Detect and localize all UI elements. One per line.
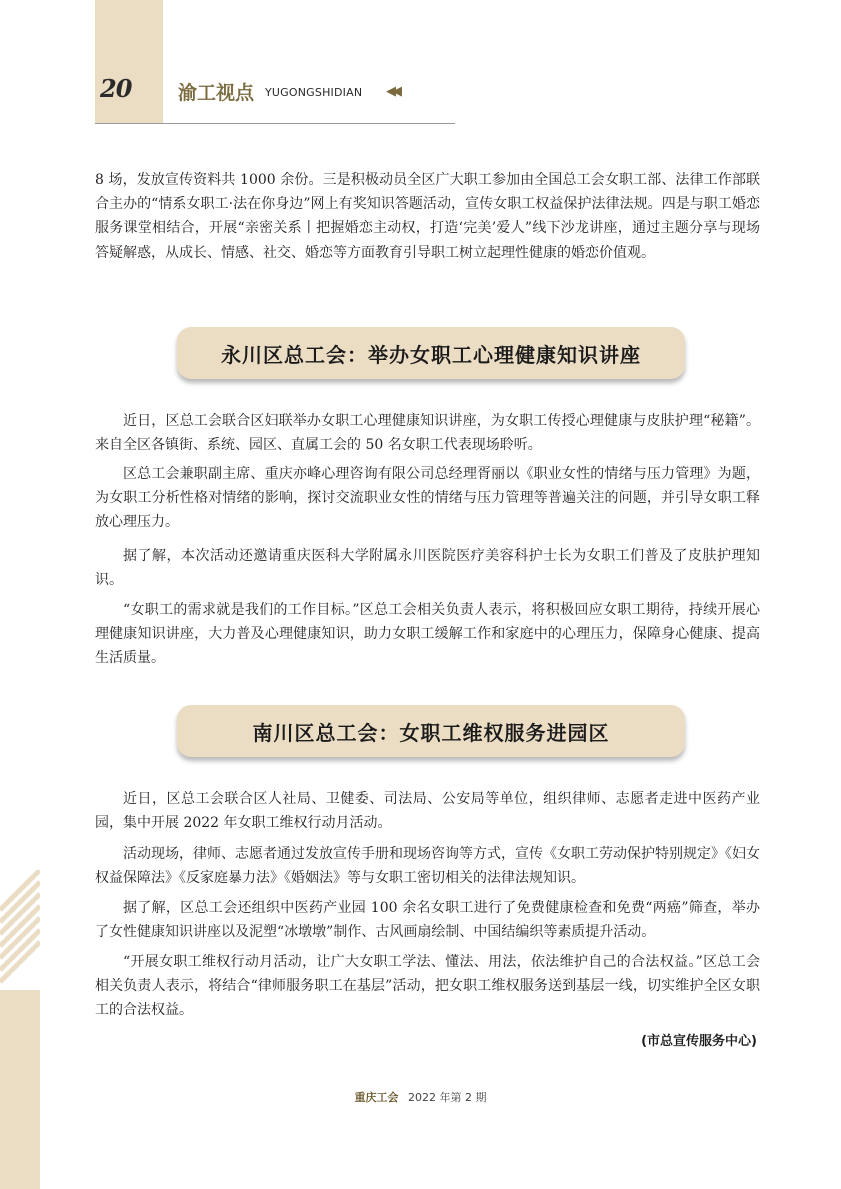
header-divider: [95, 123, 455, 124]
decorative-stripes: [0, 870, 40, 1189]
column-subtitle: YUGONGSHIDIAN: [265, 86, 363, 99]
section1-paragraph: 近日，区总工会联合区妇联举办女职工心理健康知识讲座，为女职工传授心理健康与皮肤护理“秘籍”。来自全区各镇街、系统、园区、直属工会的 50 名女职工代表现场聆听。: [95, 413, 760, 454]
page-number: 20: [100, 74, 132, 103]
section-title: 南川区总工会：女职工维权服务进园区: [252, 720, 610, 745]
section-title: 永川区总工会：举办女职工心理健康知识讲座: [221, 342, 641, 367]
section-banner-yongchuan: [177, 327, 685, 379]
section2-paragraph: 近日，区总工会联合区人社局、卫健委、司法局、公安局等单位，组织律师、志愿者走进中医药产业园，集中开展 2022 年女职工维权行动月活动。: [95, 791, 760, 832]
column-title: 渝工视点: [178, 82, 255, 104]
magazine-name: 重庆工会: [354, 1091, 399, 1104]
section1-paragraph: “女职工的需求就是我们的工作目标。”区总工会相关负责人表示，将积极回应女职工期待，持续开展心理健康知识讲座，大力普及心理健康知识，助力女职工缓解工作和家庭中的心理压力，保障身心健康、提高生活质量。: [95, 602, 760, 667]
double-arrow-left-icon: ◀◀: [386, 84, 398, 99]
section2-paragraph: “开展女职工维权行动月活动，让广大女职工学法、懂法、用法，依法维护自己的合法权益。”区总工会相关负责人表示，将结合“律师服务职工在基层”活动，把女职工维权服务送到基层一线，切实维护全区女职工的合法权益。: [95, 954, 760, 1019]
page-footer: [0, 1089, 841, 1105]
section2-paragraph: 据了解，区总工会还组织中医药产业园 100 余名女职工进行了免费健康检查和免费“两癌”筛查，举办了女性健康知识讲座以及泥塑“冰墩墩”制作、古风画扇绘制、中国结编织等素质提升活动。: [95, 900, 760, 941]
section1-paragraph: 区总工会兼职副主席、重庆亦峰心理咨询有限公司总经理胥丽以《职业女性的情绪与压力管理》为题，为女职工分析性格对情绪的影响，探讨交流职业女性的情绪与压力管理等普遍关注的问题，并引导女职工释放心理压力。: [95, 466, 760, 531]
page-number-background: [95, 0, 163, 124]
issue-number: 2022 年第 2 期: [408, 1091, 487, 1104]
source-credit: (市总宣传服务中心): [641, 1034, 757, 1049]
section2-paragraph: 活动现场，律师、志愿者通过发放宣传手册和现场咨询等方式，宣传《女职工劳动保护特别规定》《妇女权益保障法》《反家庭暴力法》《婚姻法》等与女职工密切相关的法律法规知识。: [95, 846, 760, 887]
section-banner-nanchuan: [177, 705, 685, 757]
intro-paragraph: 8 场，发放宣传资料共 1000 余份。三是积极动员全区广大职工参加由全国总工会女职工部、法律工作部联合主办的“情系女职工·法在你身边”网上有奖知识答题活动，宣传女职工权益保护法律法规。四是与职工婚恋服务课堂相结合，开展“亲密关系丨把握婚恋主动权，打造‘完美’爱人”线下沙龙讲座，通过主题分享与现场答疑解惑，从成长、情感、社交、婚恋等方面教育引导职工树立起理性健康的婚恋价值观。: [95, 172, 760, 261]
section1-paragraph: 据了解，本次活动还邀请重庆医科大学附属永川医院医疗美容科护士长为女职工们普及了皮肤护理知识。: [95, 548, 760, 589]
